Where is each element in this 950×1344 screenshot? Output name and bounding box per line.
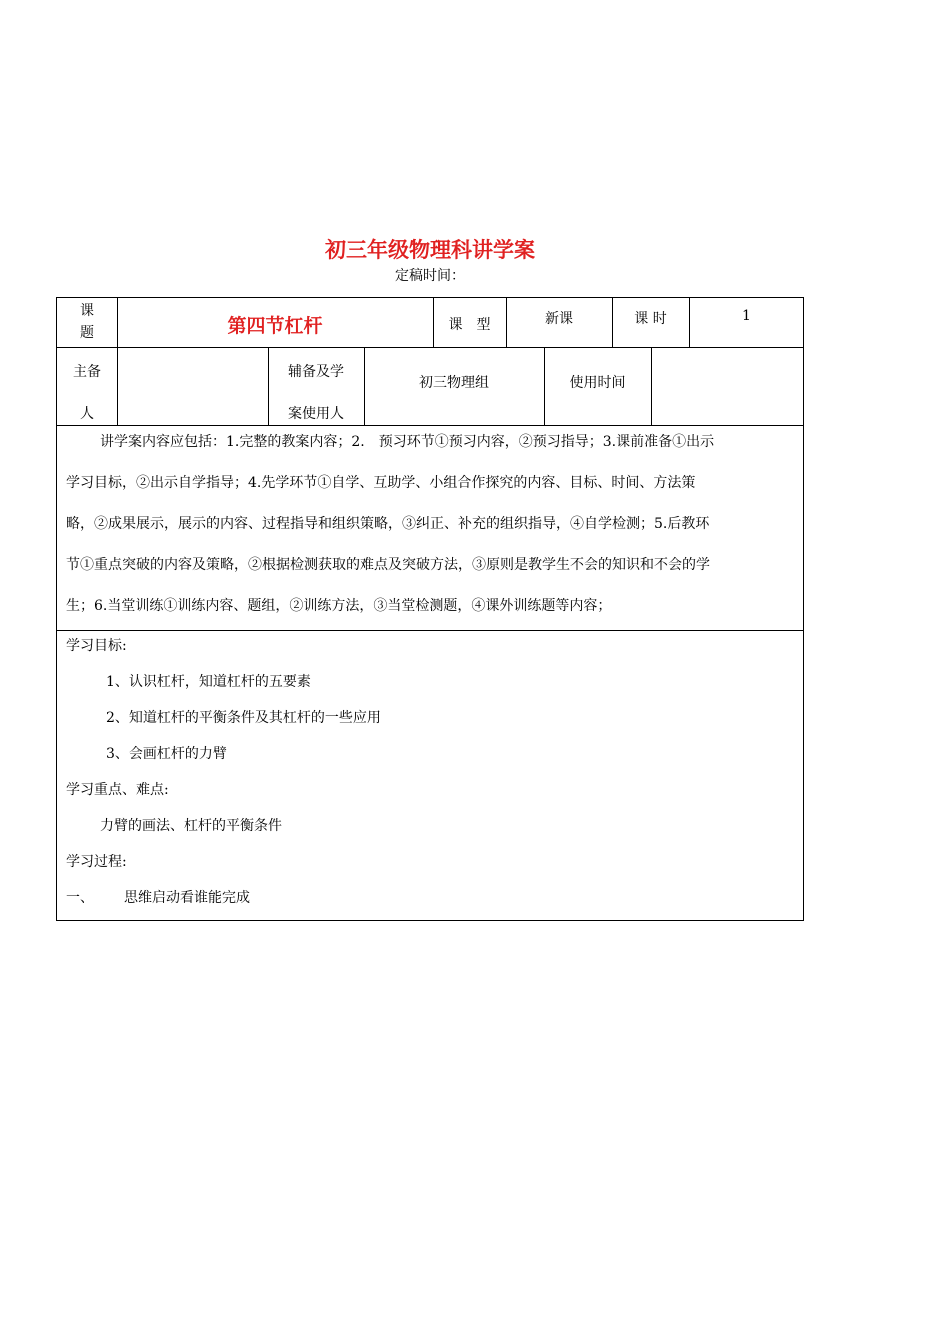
finalized-time-label: 定稿时间：	[395, 268, 465, 284]
row-divider	[56, 347, 804, 348]
lesson-type-value: 新课	[545, 311, 573, 327]
key-points-text: 力臂的画法、杠杆的平衡条件	[100, 818, 282, 834]
lead-preparer-label-cell	[56, 351, 118, 435]
column-divider	[651, 347, 652, 426]
lesson-type-label: 课 型	[448, 317, 491, 333]
lead-preparer-label-line-1: 主备	[73, 364, 101, 380]
lead-preparer-label-line-2: 人	[80, 406, 94, 422]
row-divider	[56, 630, 804, 631]
key-points-heading: 学习重点、难点:	[66, 782, 169, 798]
assistant-preparer-label-line-2: 案使用人	[288, 406, 344, 422]
content-notes-line: 略，②成果展示，展示的内容、过程指导和组织策略，③纠正、补充的组织指导，④自学检测；5.后教环	[66, 516, 710, 532]
content-notes-line: 节①重点突破的内容及策略，②根据检测获取的难点及突破方法，③原则是教学生不会的知识和不会的学	[66, 557, 710, 573]
topic-label-cell	[56, 300, 118, 344]
content-notes-line: 讲学案内容应包括：1.完整的教案内容；2. 预习环节①预习内容，②预习指导；3.课前准备①出示	[100, 434, 715, 450]
topic-label-line-2: 题	[80, 325, 94, 341]
row-divider	[56, 425, 804, 426]
class-period-label: 课 时	[634, 311, 667, 327]
learning-goal-item: 1、认识杠杆，知道杠杆的五要素	[106, 674, 311, 690]
topic-label-line-1: 课	[80, 303, 94, 319]
assistant-preparer-value: 初三物理组	[419, 375, 489, 391]
learning-goal-item: 2、知道杠杆的平衡条件及其杠杆的一些应用	[106, 710, 381, 726]
learning-goal-item: 3、会画杠杆的力臂	[106, 746, 227, 762]
assistant-preparer-label-line-1: 辅备及学	[288, 364, 344, 380]
content-notes-line: 学习目标，②出示自学指导；4.先学环节①自学、互助学、小组合作探究的内容、目标、时间、方法策	[66, 475, 696, 491]
assistant-preparer-label-cell	[268, 351, 364, 435]
content-notes-line: 生；6.当堂训练①训练内容、题组，②训练方法，③当堂检测题，④课外训练题等内容；	[66, 598, 612, 614]
process-step-number: 一、	[66, 890, 94, 906]
process-step-text: 思维启动看谁能完成	[124, 890, 250, 906]
document-title: 初三年级物理科讲学案	[325, 238, 535, 262]
learning-process-heading: 学习过程:	[66, 854, 127, 870]
lesson-title: 第四节杠杆	[227, 315, 323, 337]
class-period-value: 1	[742, 308, 751, 324]
use-time-label: 使用时间	[569, 375, 626, 391]
learning-goals-heading: 学习目标:	[66, 638, 127, 654]
